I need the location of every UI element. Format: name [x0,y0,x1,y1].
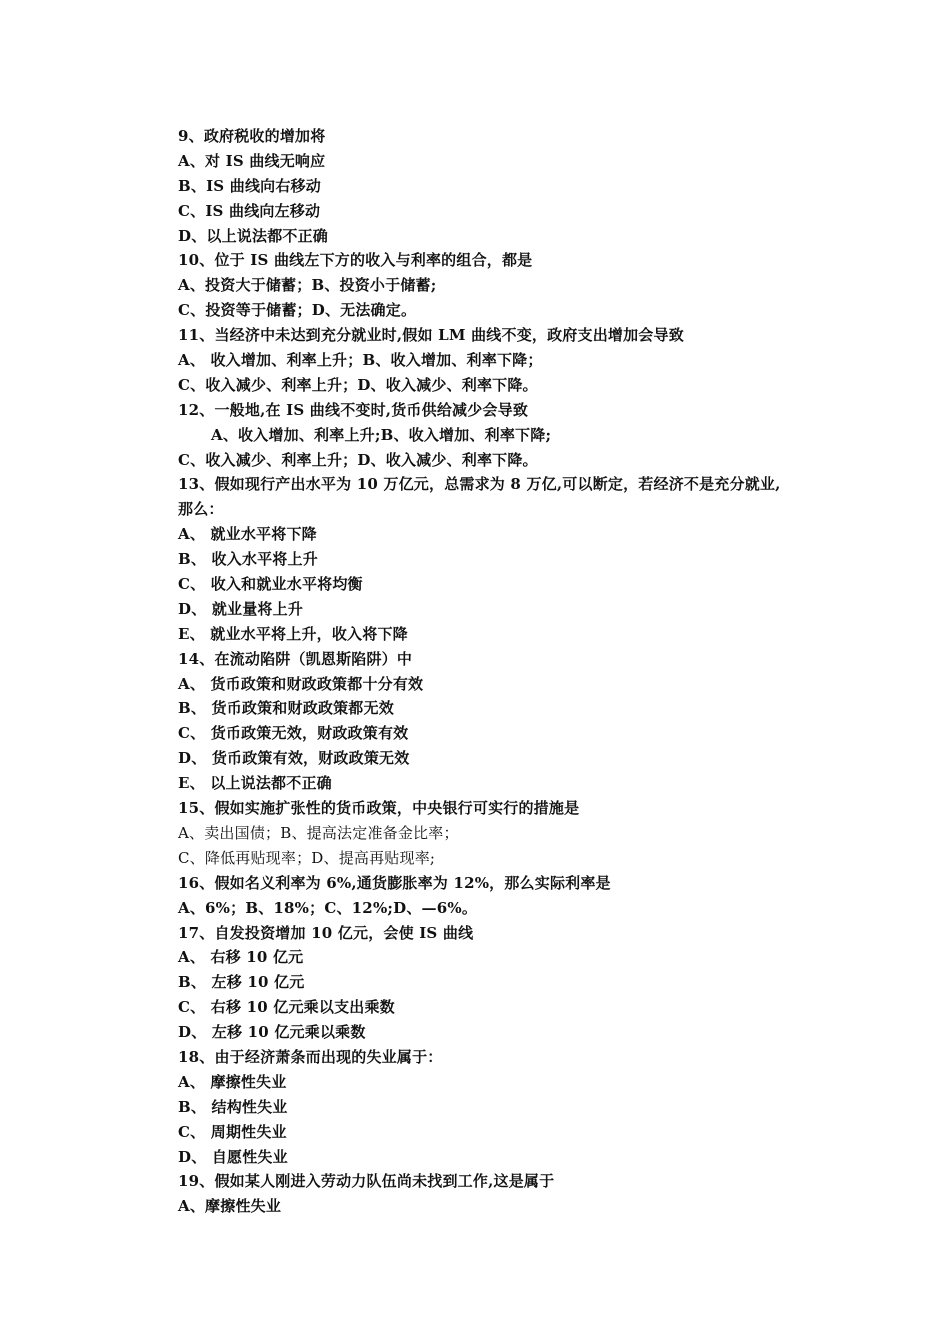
question-14-option-c: C、 货币政策无效，财政政策有效 [178,724,409,743]
question-9-option-d: D、以上说法都不正确 [178,226,329,245]
question-11-title: 11、当经济中未达到充分就业时,假如 LM 曲线不变，政府支出增加会导致 [178,326,684,345]
question-10-options-ab: A、投资大于储蓄；B、投资小于储蓄; [178,276,437,295]
question-10-options-cd: C、投资等于储蓄；D、无法确定。 [178,301,417,320]
question-17-option-a: A、 右移 10 亿元 [178,948,304,967]
question-9-option-a: A、对 IS 曲线无响应 [178,151,326,170]
question-14-option-d: D、 货币政策有效，财政政策无效 [178,749,410,768]
question-14-title: 14、在流动陷阱（凯恩斯陷阱）中 [178,649,413,668]
question-14-option-a: A、 货币政策和财政政策都十分有效 [178,674,424,693]
question-19-title: 19、假如某人刚进入劳动力队伍尚未找到工作,这是属于 [178,1172,555,1191]
question-13-option-d: D、 就业量将上升 [178,599,304,618]
question-18-option-c: C、 周期性失业 [178,1122,287,1141]
question-12-options-cd: C、收入减少、利率上升；D、收入减少、利率下降。 [178,450,538,469]
question-9-title: 9、政府税收的增加将 [178,127,326,145]
question-14-option-b: B、 货币政策和财政政策都无效 [178,699,394,718]
question-10-title: 10、位于 IS 曲线左下方的收入与利率的组合，都是 [178,251,533,270]
question-14-option-e: E、 以上说法都不正确 [178,774,332,793]
question-11-options-cd: C、收入减少、利率上升；D、收入减少、利率下降。 [178,375,538,394]
question-13-title: 13、假如现行产出水平为 10 万亿元，总需求为 8 万亿,可以断定，若经济不是充分就业, [178,475,781,494]
question-12-options-ab: A、收入增加、利率上升;B、收入增加、利率下降; [211,425,552,444]
question-15-options-ab: A、卖出国债；B、提高法定准备金比率； [178,823,459,842]
question-17-title: 17、自发投资增加 10 亿元，会使 IS 曲线 [178,923,474,942]
question-11-options-ab: A、 收入增加、利率上升；B、收入增加、利率下降； [178,351,543,370]
question-15-options-cd: C、降低再贴现率；D、提高再贴现率; [178,848,436,867]
question-18-option-b: B、 结构性失业 [178,1097,288,1116]
question-13-option-c: C、 收入和就业水平将均衡 [178,575,363,594]
question-13-option-b: B、 收入水平将上升 [178,550,318,569]
question-list [178,124,818,1219]
question-15-title: 15、假如实施扩张性的货币政策，中央银行可实行的措施是 [178,799,580,818]
question-13-option-e: E、 就业水平将上升，收入将下降 [178,624,408,643]
question-13-title-cont: 那么： [178,500,224,519]
question-18-title: 18、由于经济萧条而出现的失业属于： [178,1047,443,1066]
question-17-option-d: D、 左移 10 亿元乘以乘数 [178,1023,366,1042]
question-17-option-c: C、 右移 10 亿元乘以支出乘数 [178,998,395,1017]
question-18-option-a: A、 摩擦性失业 [178,1072,287,1091]
question-16-options: A、6%；B、18%；C、12%;D、—6%。 [178,898,478,917]
question-16-title: 16、假如名义利率为 6%,通货膨胀率为 12%，那么实际利率是 [178,873,611,892]
question-12-title: 12、一般地,在 IS 曲线不变时,货币供给减少会导致 [178,400,529,419]
question-9-option-c: C、IS 曲线向左移动 [178,201,321,220]
question-18-option-d: D、 自愿性失业 [178,1147,288,1166]
question-17-option-b: B、 左移 10 亿元 [178,973,305,992]
question-19-option-a: A、摩擦性失业 [178,1197,282,1216]
question-13-option-a: A、 就业水平将下降 [178,525,317,544]
question-9-option-b: B、IS 曲线向右移动 [178,176,321,195]
